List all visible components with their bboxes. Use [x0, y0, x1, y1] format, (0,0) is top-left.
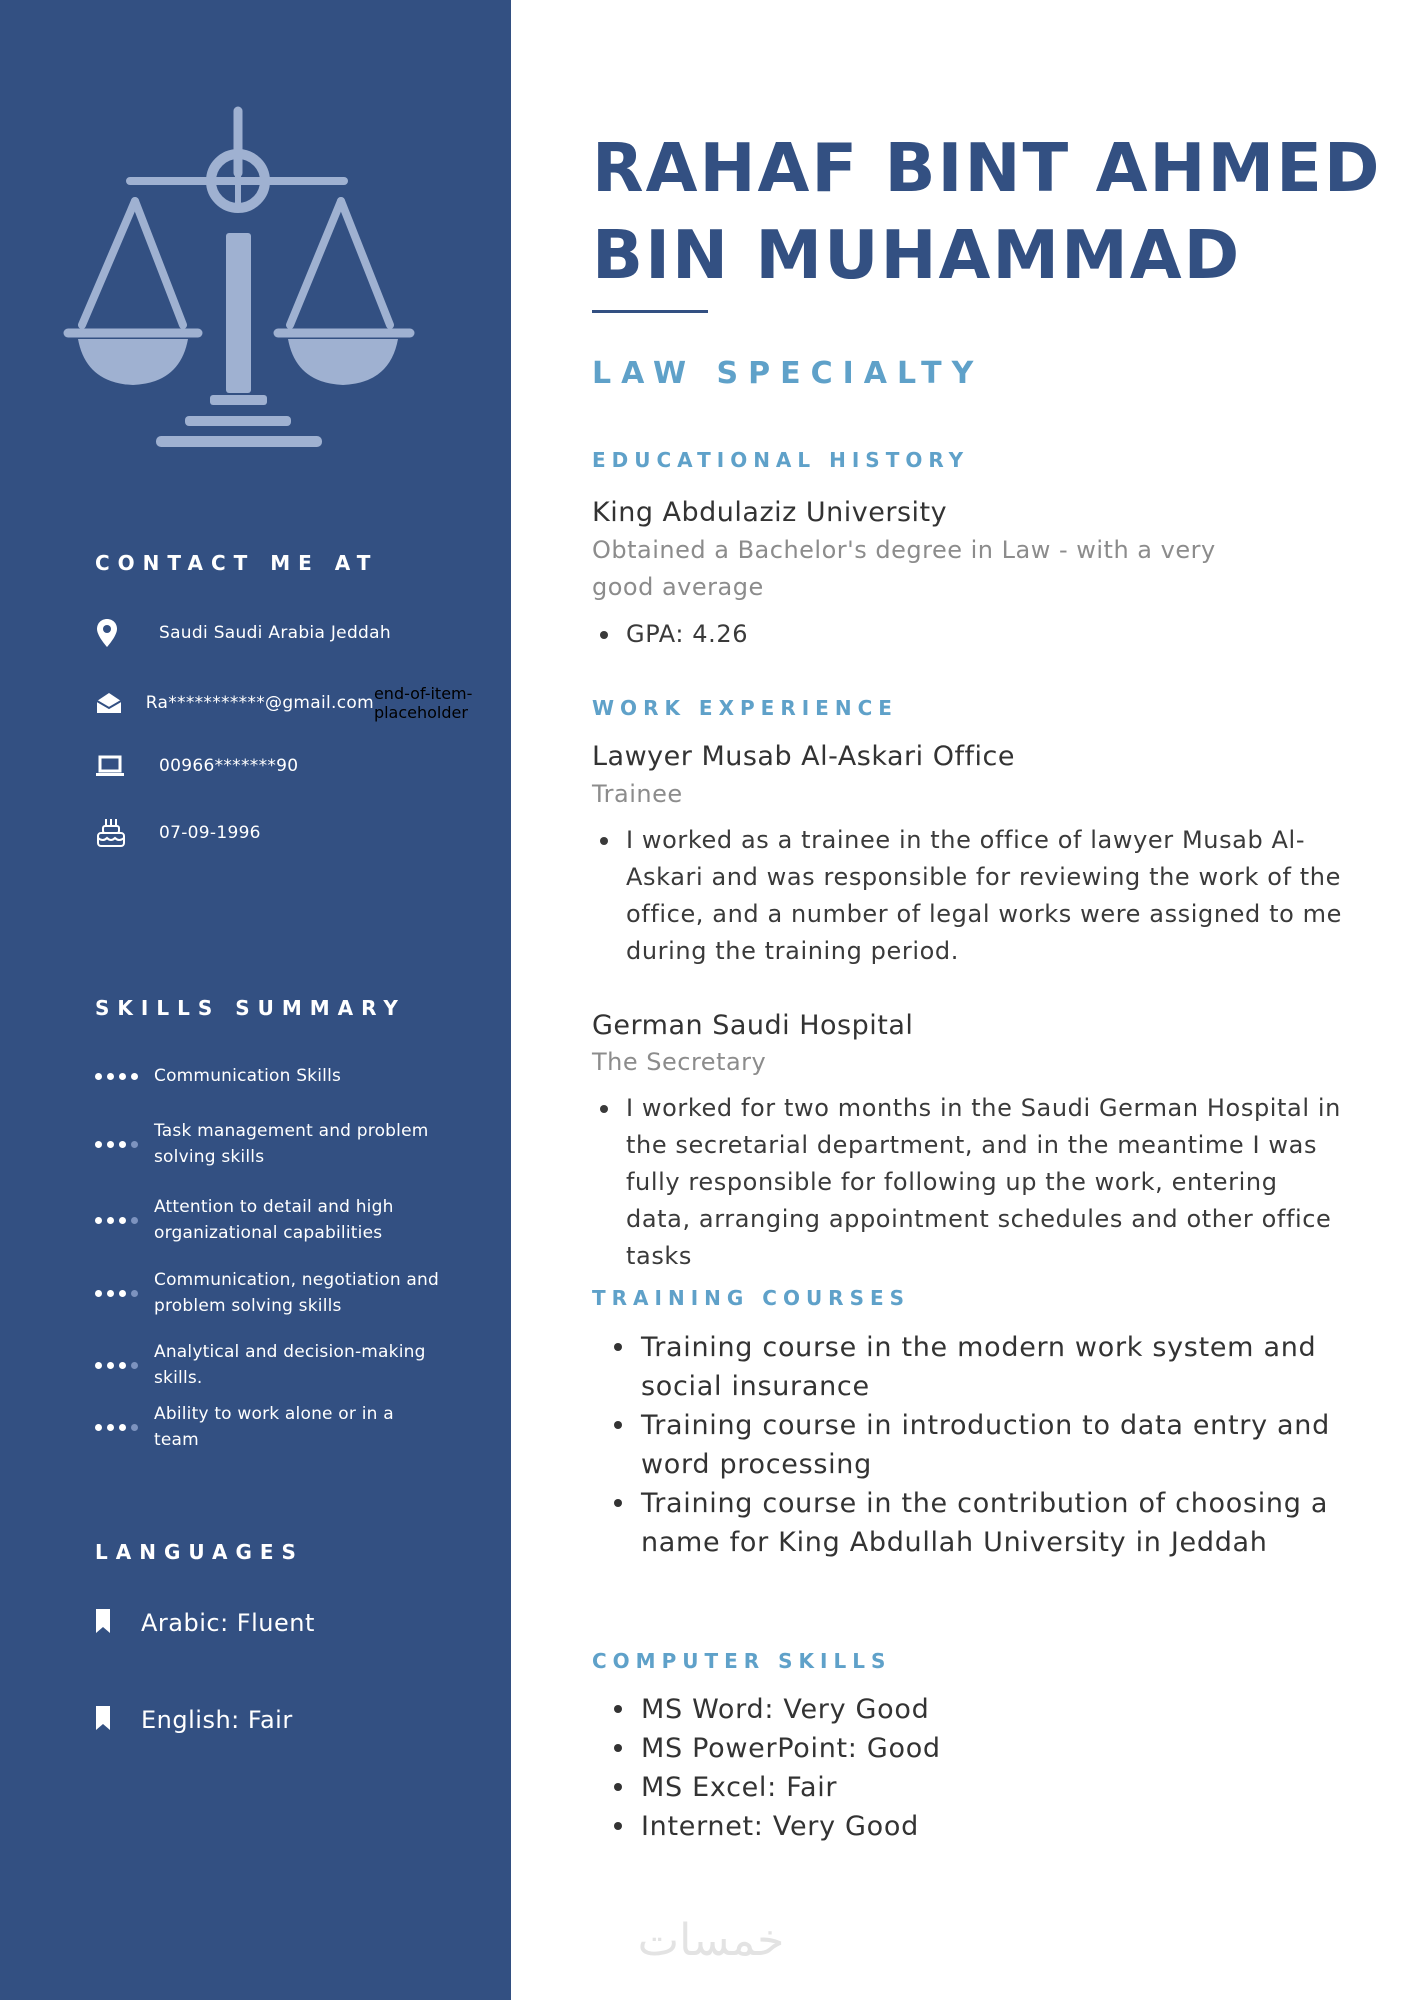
skill-label: Analytical and decision-making skills.	[154, 1342, 426, 1388]
skill-level-dot	[107, 1141, 114, 1148]
candidate-name: RAHAF BINT AHMED BIN MUHAMMAD	[592, 129, 1382, 294]
computer-skill-item: MS PowerPoint: Good	[592, 1729, 1332, 1768]
computer-skill-item: MS Excel: Fair	[592, 1768, 1332, 1807]
contact-birthdate	[95, 817, 261, 849]
work-heading: WORK EXPERIENCE	[592, 696, 898, 720]
skill-level-dot	[119, 1217, 126, 1224]
skill-level-dot	[131, 1217, 138, 1224]
job-role: The Secretary	[592, 1048, 767, 1076]
skill-label: Ability to work alone or in a team	[154, 1404, 394, 1450]
skill-level-dots	[95, 1073, 145, 1080]
laptop-icon	[95, 750, 141, 782]
skill-level-dot	[95, 1362, 102, 1369]
contact-phone	[95, 750, 298, 782]
skill-level-dot	[131, 1141, 138, 1148]
skill-level-dot	[107, 1290, 114, 1297]
contact-birthdate-text: 07-09-1996	[159, 823, 261, 843]
location-pin-icon	[95, 617, 141, 649]
skill-level-dot	[95, 1141, 102, 1148]
skill-item	[95, 1339, 444, 1391]
job-employer: Lawyer Musab Al-Askari Office	[592, 741, 1015, 772]
scales-of-justice-icon	[60, 103, 420, 458]
skill-label: Communication Skills	[154, 1066, 342, 1086]
contact-heading: CONTACT ME AT	[95, 551, 379, 575]
bookmark-icon	[95, 1705, 111, 1735]
skill-level-dots	[95, 1424, 145, 1431]
skill-level-dot	[95, 1217, 102, 1224]
skill-level-dots	[95, 1217, 145, 1224]
computer-skill-item: MS Word: Very Good	[592, 1690, 1332, 1729]
skill-label: Communication, negotiation and problem solving skills	[154, 1270, 439, 1316]
skill-item	[95, 1401, 444, 1453]
skill-item	[95, 1063, 444, 1089]
training-item: Training course in the contribution of choosing a name for King Abdullah University in Jeddah	[592, 1484, 1332, 1562]
skill-level-dot	[119, 1362, 126, 1369]
birthday-cake-icon	[95, 817, 141, 849]
skill-level-dot	[107, 1073, 114, 1080]
skill-level-dot	[119, 1073, 126, 1080]
education-institution: King Abdulaziz University	[592, 497, 948, 528]
sidebar	[0, 0, 511, 2000]
training-heading: TRAINING COURSES	[592, 1286, 911, 1310]
language-english-text: English: Fair	[141, 1706, 293, 1734]
skill-level-dot	[119, 1424, 126, 1431]
skill-level-dot	[95, 1290, 102, 1297]
contact-phone-text: 00966*******90	[159, 756, 299, 776]
envelope-icon	[95, 687, 128, 719]
skill-level-dot	[107, 1217, 114, 1224]
skill-level-dots	[95, 1290, 145, 1297]
skill-level-dot	[95, 1424, 102, 1431]
contact-address-text: Saudi Saudi Arabia Jeddah	[159, 623, 391, 643]
contact-address	[95, 617, 391, 649]
training-item: Training course in introduction to data entry and word processing	[592, 1406, 1332, 1484]
computer-skill-item: Internet: Very Good	[592, 1807, 1332, 1846]
skill-level-dot	[119, 1141, 126, 1148]
education-heading: EDUCATIONAL HISTORY	[592, 448, 970, 472]
language-arabic	[95, 1608, 315, 1638]
education-description: Obtained a Bachelor's degree in Law - with a very good average	[592, 536, 1216, 601]
skill-level-dot	[131, 1424, 138, 1431]
skill-item	[95, 1267, 444, 1319]
languages-heading: LANGUAGES	[95, 1540, 304, 1564]
specialty-title: LAW SPECIALTY	[592, 356, 984, 391]
skill-level-dots	[95, 1362, 145, 1369]
skill-item	[95, 1194, 444, 1246]
skill-level-dot	[131, 1073, 138, 1080]
svg-text:خمسات: خمسات	[637, 1915, 785, 1966]
name-divider	[592, 310, 708, 313]
training-item: Training course in the modern work system and social insurance	[592, 1328, 1332, 1406]
skill-level-dot	[119, 1290, 126, 1297]
job-role: Trainee	[592, 780, 683, 808]
skill-level-dots	[95, 1141, 145, 1148]
training-list	[592, 1328, 1332, 1562]
computer-skills-heading: COMPUTER SKILLS	[592, 1649, 892, 1673]
computer-skills-list	[592, 1690, 1332, 1846]
skill-level-dot	[107, 1424, 114, 1431]
job-employer: German Saudi Hospital	[592, 1010, 914, 1041]
watermark-logo	[621, 1910, 801, 1970]
skill-label: Attention to detail and high organizational capabilities	[154, 1197, 394, 1243]
skill-label: Task management and problem solving skills	[154, 1121, 429, 1167]
language-english	[95, 1705, 293, 1735]
contact-email: Ra***********@gmail.com end-of-item-placeholder	[95, 684, 511, 722]
job-description: I worked for two months in the Saudi German Hospital in the secretarial department, and in the meantime I was fully responsible for following up the work, entering data, arranging appointment schedules and other office tasks	[592, 1090, 1346, 1275]
bookmark-icon	[95, 1608, 111, 1638]
skill-level-dot	[95, 1073, 102, 1080]
education-gpa: GPA: 4.26	[592, 616, 1346, 653]
job-description: I worked as a trainee in the office of lawyer Musab Al-Askari and was responsible for reviewing the work of the office, and a number of legal works were assigned to me during the training period.	[592, 822, 1346, 970]
contact-email-text: Ra***********@gmail.com	[145, 693, 374, 713]
skill-level-dot	[131, 1362, 138, 1369]
language-arabic-text: Arabic: Fluent	[141, 1609, 315, 1637]
main-content	[511, 0, 1414, 2000]
skills-heading: SKILLS SUMMARY	[95, 996, 406, 1020]
skill-level-dot	[131, 1290, 138, 1297]
skill-item	[95, 1118, 444, 1170]
skill-level-dot	[107, 1362, 114, 1369]
